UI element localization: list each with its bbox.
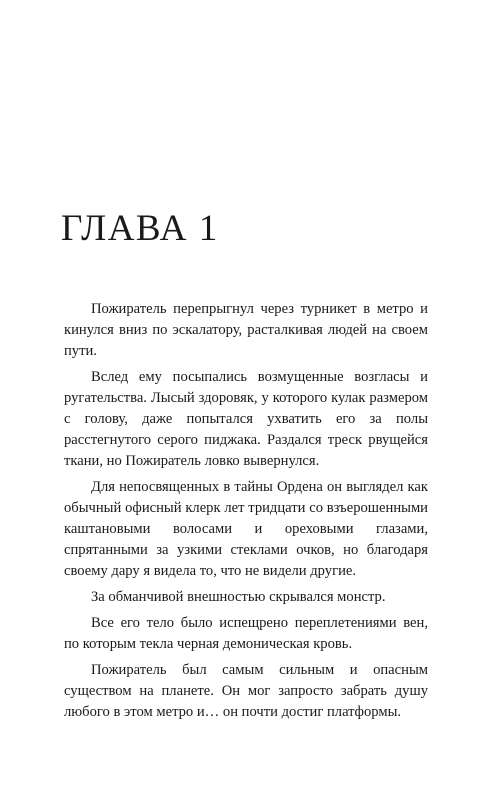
paragraph-1: Пожиратель перепрыгнул через турникет в метро и кинулся вниз по эскалатору, расталкивая людей на своем пути. (64, 301, 428, 359)
paragraph-2: Вслед ему посыпались возмущенные возгласы и ругательства. Лысый здоровяк, у которого кулак размером с голову, даже попытался ухватить его за полы расстегнутого серого пиджака. Раздался треск рвущейся ткани, но Пожиратель ловко вывернулся. (64, 369, 428, 469)
paragraph-3: Для непосвященных в тайны Ордена он выглядел как обычный офисный клерк лет тридцати со взъерошенными каштановыми волосами и ореховыми глазами, спрятанными за узкими стеклами очков, но благодаря своему дару я видела то, что не видели другие. (64, 479, 428, 579)
paragraph-4: За обманчивой внешностью скрывался монстр. (91, 589, 386, 605)
paragraph-5: Все его тело было испещрено переплетениями вен, по которым текла черная демоническая кровь. (64, 615, 428, 652)
chapter-body (64, 299, 428, 723)
paragraph-6: Пожиратель был самым сильным и опасным существом на планете. Он мог запросто забрать душу любого в этом метро и… он почти достиг платформы. (64, 662, 428, 720)
chapter-title: ГЛАВА 1 (61, 208, 219, 249)
